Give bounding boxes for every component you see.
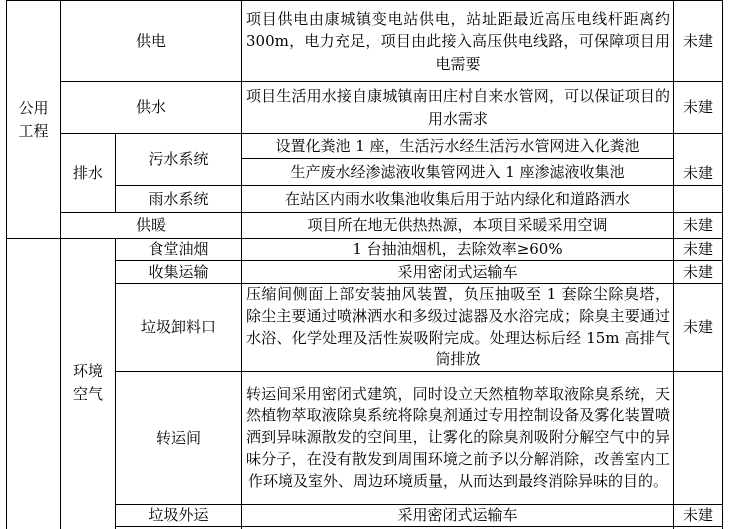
row-drain-status: 未建 (682, 163, 713, 182)
row-sewage-name: 污水系统 (148, 150, 209, 169)
row-outbound-desc: 采用密闭式运输车 (397, 506, 518, 525)
row-rain-name: 雨水系统 (148, 189, 209, 208)
row-power-name: 供电 (135, 31, 166, 50)
row-power-desc: 项目供电由康城镇变电站供电，站址距最近高压电线杆距离约 300m，电力充足，项目由此接入高压供电线路，可保障项目用电需要 (246, 9, 670, 73)
row-canteen-desc: 1 台抽油烟机，去除效率≥60% (352, 240, 563, 259)
row-heating-desc: 项目所在地无供热热源，本项目采暖采用空调 (307, 216, 608, 235)
row-water-status: 未建 (682, 98, 713, 117)
row-collect-status: 未建 (682, 262, 713, 281)
row-transfer-name: 转运间 (155, 428, 201, 447)
row-collect-name: 收集运输 (148, 262, 209, 281)
row-sewage-desc2: 生产废水经渗滤液收集管网进入 1 座渗滤液收集池 (290, 162, 625, 181)
row-sewage-desc1: 设置化粪池 1 座，生活污水经生活污水管网进入化粪池 (275, 136, 640, 155)
section-public: 公用 工程 (18, 99, 49, 140)
row-unload-desc: 压缩间侧面上部安装抽风装置，负压抽吸至 1 套除尘除臭塔，除尘主要通过喷淋洒水和多级过滤器及水浴完成；除臭主要通过水浴、化学处理及活性炭吸附完成。处理达标后经 15m 高排气筒排放 (246, 285, 670, 369)
row-power-status: 未建 (682, 31, 713, 50)
row-canteen-name: 食堂油烟 (148, 240, 209, 259)
row-collect-desc: 采用密闭式运输车 (397, 262, 518, 281)
row-drain-name: 排水 (72, 163, 103, 182)
row-rain-desc: 在站区内雨水收集池收集后用于站内绿化和道路洒水 (284, 189, 630, 208)
row-unload-name: 垃圾卸料口 (140, 318, 216, 337)
row-heating-status: 未建 (682, 216, 713, 235)
row-outbound-status: 未建 (682, 506, 713, 525)
row-canteen-status: 未建 (682, 240, 713, 259)
row-outbound-name: 垃圾外运 (148, 506, 209, 525)
row-heating-name: 供暖 (135, 216, 166, 235)
row-transfer-desc: 转运间采用密闭式建筑，同时设立天然植物萃取液除臭系统，天然植物萃取液除臭系统将除臭剂通过专用控制设备及雾化装置喷洒到异味源散发的空间里，让雾化的除臭剂吸附分解空气中的异味分子，在没有散发到周围环境之前予以分解消除，改善室内工作环境及室外、周边环境质量，从而达到最终消除异味的目的。 (246, 384, 670, 490)
row-water-name: 供水 (135, 98, 166, 117)
row-unload-status: 未建 (682, 318, 713, 337)
section-env: 环境 空气 (72, 362, 103, 403)
row-water-desc: 项目生活用水接自康城镇南田庄村自来水管网，可以保证项目的用水需求 (246, 87, 670, 128)
